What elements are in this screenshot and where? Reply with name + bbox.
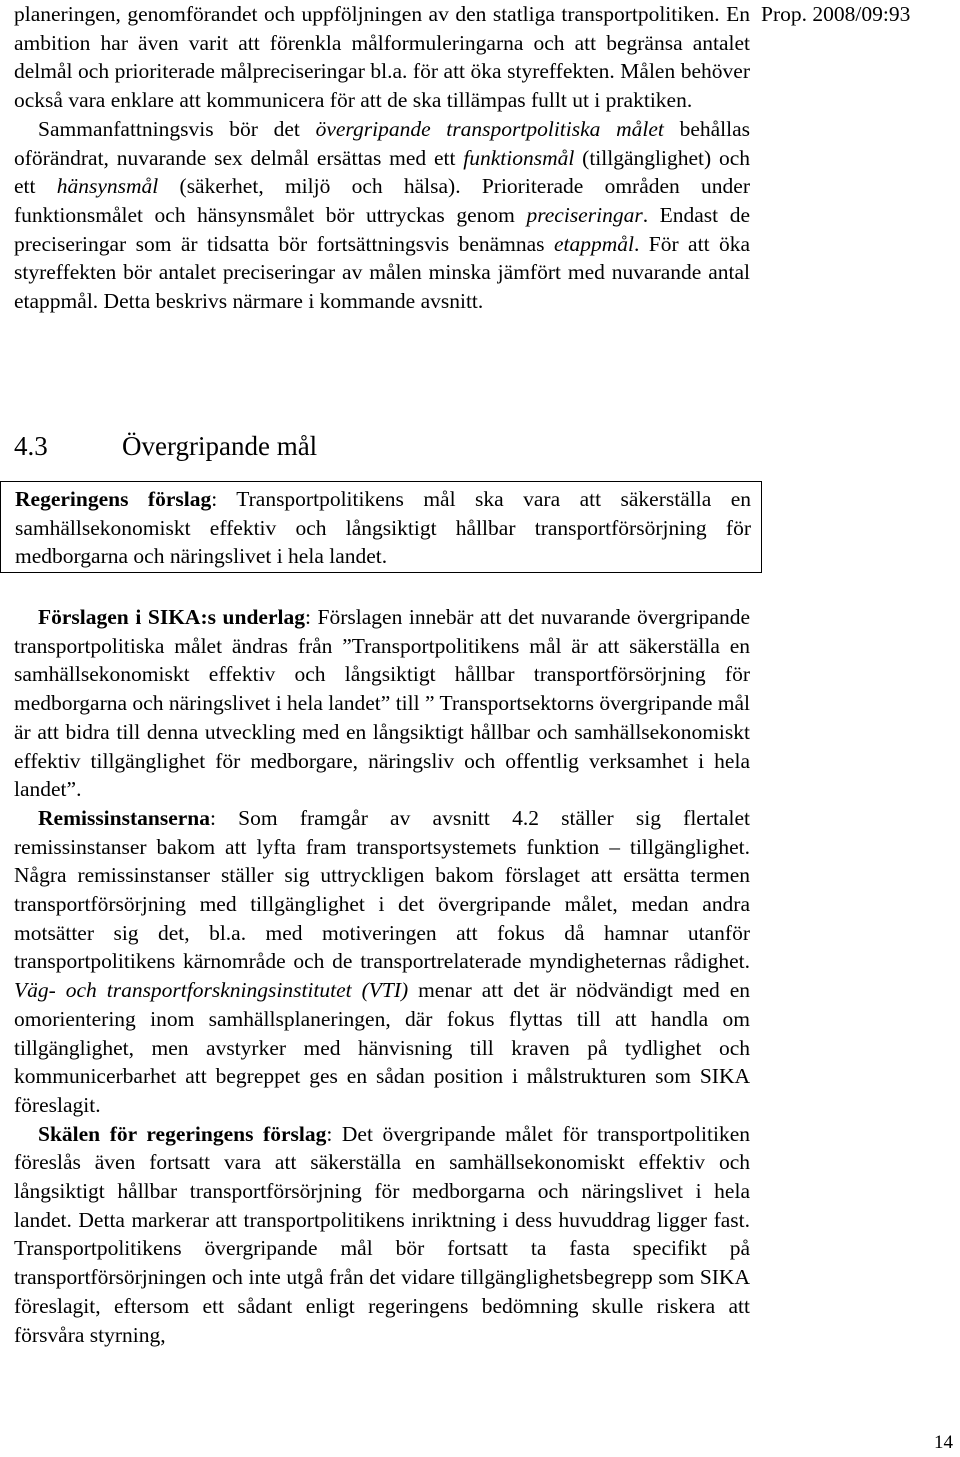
government-proposal-box	[0, 481, 762, 573]
text-run: (tillgänglighet) och ett	[14, 145, 750, 199]
text-run: . För att öka styreffekten bör antalet preciseringar av målen minska jämfört med nuvarande antal etappmål. Detta beskrivs närmare i kommande avsnitt.	[14, 231, 750, 314]
section-heading	[14, 430, 317, 462]
remiss-label: Remissinstanserna	[38, 805, 211, 830]
page-number: 14	[934, 1432, 953, 1453]
remiss-paragraph	[14, 804, 750, 1120]
sika-label: Förslagen i SIKA:s underlag	[38, 605, 305, 629]
remiss-body: : Som framgår av avsnitt 4.2 ställer sig flertalet remissinstanser bakom att lyfta fram transportsystemets funktion – tillgänglighet. Några remissinstanser ställer sig uttryckligen bakom förslaget att ersätta termen transportförsörjning med tillgänglighet i det övergripande målet, medan andra motsätter sig det, bl.a. med motiveringen att fokus då hamnar utanför transportpolitikens kärnområde och de transportrelaterade myndigheternas rådighet.	[14, 805, 750, 974]
vti-name: Väg- och transportforskningsinstitutet (VTI)	[14, 978, 409, 1003]
text-run: behållas oförändrat, nuvarande sex delmål ersättas med ett	[14, 116, 751, 170]
term-function-goal: funktionsmål	[463, 145, 575, 170]
intro-text	[14, 0, 750, 316]
text-run: (säkerhet, miljö och hälsa). Prioriterade områden under funktionsmålet och hänsynsmålet bör uttryckas genom	[14, 174, 750, 227]
text-run: Sammanfattningsvis bör det	[38, 116, 316, 141]
reasons-paragraph	[14, 1120, 750, 1350]
term-specifications: preciseringar	[526, 202, 643, 227]
section-title: Övergripande mål	[122, 431, 318, 461]
intro-paragraph-2	[14, 115, 750, 316]
sika-paragraph	[14, 603, 750, 804]
term-interim-goals: etappmål	[553, 231, 634, 256]
term-overall-goal: övergripande transportpolitiska målet	[315, 116, 664, 141]
proposition-reference: Prop. 2008/09:93	[761, 2, 911, 26]
discussion-text	[14, 603, 750, 1349]
sika-body: : Förslagen innebär att det nuvarande övergripande transportpolitiska målet ändras från ”Transportpolitikens mål är att säkerställa en samhällsekonomiskt effektiv och långsiktigt hållbar transportförsörjning för medborgarna och näringslivet i hela landet” till ” Transportsektorns övergripande mål är att bidra till denna utveckling med en långsiktigt hållbar och samhällsekonomiskt effektiv tillgänglighet för medborgare, näringsliv och offentlig verksamhet i hela landet”.	[14, 605, 750, 802]
intro-paragraph-1: planeringen, genomförandet och uppföljningen av den statliga transportpolitiken. En ambition har även varit att förenkla målformuleringarna och att begränsa antalet delmål och prioriterade målpreciseringar bl.a. för att öka styreffekten. Målen behöver också vara enklare att kommunicera för att de ska tillämpas fullt ut i praktiken.	[14, 2, 750, 113]
proposal-body: : Transportpolitikens mål ska vara att säkerställa en samhällsekonomiskt effektiv och långsiktigt hållbar transportförsörjning för medborgarna och näringslivet i hela landet.	[15, 487, 751, 569]
proposal-label: Regeringens förslag	[15, 487, 212, 511]
text-run: . Endast de preciseringar som är tidsatta bör fortsättningsvis benämnas	[14, 202, 751, 256]
remiss-body-cont: menar att det är nödvändigt med en omorientering inom samhällsplaneringen, där fokus flyttas till att handla om tillgänglighet, men avstyrker med hänvisning till kraven på tydlighet och kommunicerbarhet att begreppet ges en sådan position i målstrukturen som SIKA föreslagit.	[14, 978, 750, 1117]
reasons-label: Skälen för regeringens förslag	[38, 1121, 327, 1146]
section-number: 4.3	[14, 431, 48, 461]
reasons-body: : Det övergripande målet för transportpolitiken föreslås även fortsatt vara att säkerställa en samhällsekonomiskt effektiv och långsiktigt hållbar transportförsörjning för medborgarna och näringslivet i hela landet. Detta markerar att transportpolitikens inriktning i dess huvuddrag ligger fast. Transportpolitikens övergripande mål bör fortsatt ta fasta specifikt på transportförsörjningen och inte utgå från det vidare tillgänglighetsbegrepp som SIKA föreslagit, eftersom ett sådant enligt regeringens bedömning skulle riskera att försvåra styrning,	[14, 1121, 750, 1347]
government-proposal-text	[15, 485, 751, 571]
term-consideration-goal: hänsynsmål	[56, 174, 159, 199]
